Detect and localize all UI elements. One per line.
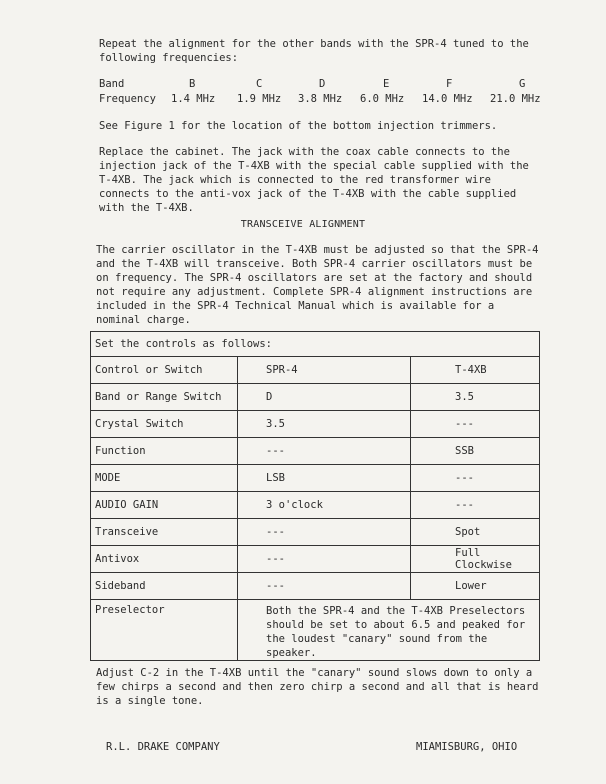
spr4-setting: 3 o'clock [238,492,411,519]
intro-paragraph: Repeat the alignment for the other bands with the SPR-4 tuned to the following frequencies: [99,38,529,64]
preselector-note: Both the SPR-4 and the T-4XB Preselectors should be set to about 6.5 and peaked for the loudest "canary" sound from the speaker. [238,600,540,661]
spr4-setting: LSB [238,465,411,492]
control-name: MODE [91,465,238,492]
spr4-setting: D [238,384,411,411]
table-caption-row [91,332,540,357]
control-name: Transceive [91,519,238,546]
t4xb-setting: --- [411,465,540,492]
table-row [91,573,540,600]
frequency-label: Frequency [99,93,156,105]
band-letter: D [319,78,326,90]
figure-note: See Figure 1 for the location of the bottom injection trimmers. [99,120,498,132]
t4xb-setting: 3.5 [411,384,540,411]
control-name: Sideband [91,573,238,600]
spr4-setting: --- [238,519,411,546]
t4xb-setting: SSB [411,438,540,465]
band-letter: F [446,78,453,90]
column-header: SPR-4 [238,357,411,384]
t4xb-setting: Spot [411,519,540,546]
band-letter: G [519,78,526,90]
column-header: Control or Switch [91,357,238,384]
controls-table [90,331,540,661]
frequency-value: 21.0 MHz [490,93,541,105]
frequency-value: 6.0 MHz [360,93,405,105]
control-name: Preselector [91,600,238,661]
table-row [91,492,540,519]
control-name: Antivox [91,546,238,573]
table-row [91,519,540,546]
cabinet-paragraph: Replace the cabinet. The jack with the coax cable connects to the injection jack of the T-4XB with the special cable supplied with the T-4XB. The jack which is connected to the red transformer wire connects to the anti-vox jack of the T-4XB with the cable supplied with the T-4XB. [99,146,529,214]
frequency-value: 3.8 MHz [298,93,343,105]
company-name: R.L. DRAKE COMPANY [106,741,220,753]
table-row [91,465,540,492]
frequency-value: 1.9 MHz [237,93,282,105]
spr4-setting: --- [238,438,411,465]
t4xb-setting: --- [411,492,540,519]
t4xb-setting: Full Clockwise [411,546,540,573]
table-row [91,438,540,465]
t4xb-setting: --- [411,411,540,438]
table-row [91,600,540,661]
spr4-setting: 3.5 [238,411,411,438]
frequency-value: 14.0 MHz [422,93,473,105]
spr4-setting: --- [238,573,411,600]
control-name: Crystal Switch [91,411,238,438]
control-name: AUDIO GAIN [91,492,238,519]
control-name: Function [91,438,238,465]
spr4-setting: --- [238,546,411,573]
control-name: Band or Range Switch [91,384,238,411]
frequency-value: 1.4 MHz [171,93,216,105]
table-header-row [91,357,540,384]
carrier-paragraph: The carrier oscillator in the T-4XB must be adjusted so that the SPR-4 and the T-4XB will transceive. Both SPR-4 carrier oscillators must be on frequency. The SPR-4 oscillators are set at the factory and should not require any adjustment. Complete SPR-4 alignment instructions are included in the SPR-4 Technical Manual which is available for a nominal charge. [96,244,539,326]
table-row [91,546,540,573]
band-letter: E [383,78,390,90]
table-caption: Set the controls as follows: [91,332,540,357]
band-letter: B [189,78,196,90]
closing-paragraph: Adjust C-2 in the T-4XB until the "canary" sound slows down to only a few chirps a second and then zero chirp a second and all that is heard is a single tone. [96,667,539,707]
column-header: T-4XB [411,357,540,384]
band-label: Band [99,78,125,90]
band-letter: C [256,78,263,90]
section-heading: TRANSCEIVE ALIGNMENT [240,219,366,230]
table-row [91,411,540,438]
t4xb-setting: Lower [411,573,540,600]
table-row [91,384,540,411]
company-location: MIAMISBURG, OHIO [416,741,518,753]
